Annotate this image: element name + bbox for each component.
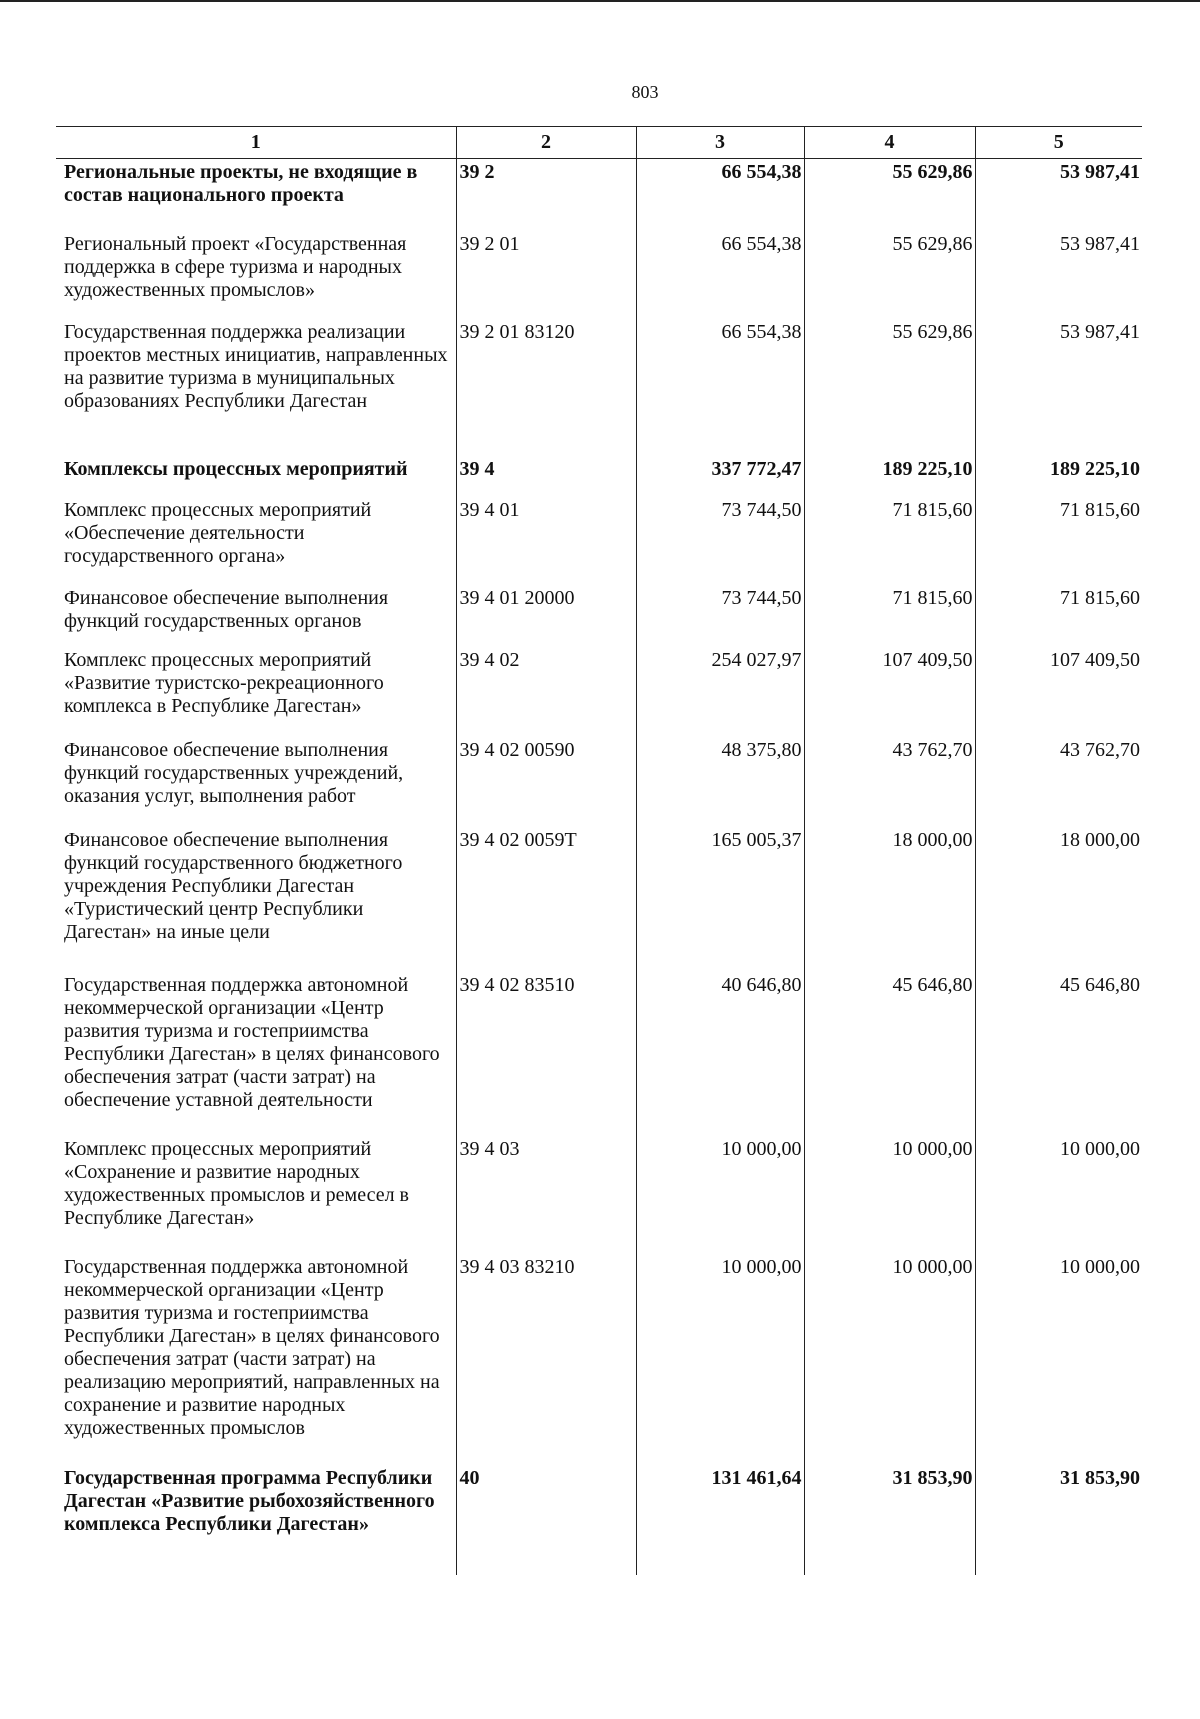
row-value-5: 10 000,00 — [975, 1136, 1142, 1254]
row-value-5: 53 987,41 — [975, 231, 1142, 319]
row-value-3: 73 744,50 — [636, 585, 804, 647]
column-header-3: 3 — [636, 127, 804, 159]
column-header-1: 1 — [56, 127, 456, 159]
row-code: 39 4 02 83510 — [456, 972, 636, 1136]
row-value-5: 43 762,70 — [975, 737, 1142, 827]
row-value-3: 40 646,80 — [636, 972, 804, 1136]
row-value-3: 66 554,38 — [636, 319, 804, 456]
row-value-4: 31 853,90 — [804, 1465, 975, 1575]
page-top-border — [0, 0, 1200, 2]
row-value-5: 53 987,41 — [975, 319, 1142, 456]
row-value-3: 131 461,64 — [636, 1465, 804, 1575]
row-value-5: 71 815,60 — [975, 497, 1142, 585]
row-value-3: 165 005,37 — [636, 827, 804, 972]
column-header-4: 4 — [804, 127, 975, 159]
row-name: Комплекс процессных мероприятий «Обеспечение деятельности государственного органа» — [64, 498, 372, 567]
row-value-4: 71 815,60 — [804, 497, 975, 585]
row-value-4: 55 629,86 — [804, 159, 975, 231]
row-code: 39 4 02 — [456, 647, 636, 737]
row-name: Государственная поддержка автономной некоммерческой организации «Центр развития туризма и гостеприимства Республики Дагестан» в целях финансового обеспечения затрат (части затрат) на реализацию мероприятий, направленных на сохранение и развитие народных художественных промыслов — [64, 1255, 440, 1439]
table-row — [56, 1254, 1142, 1465]
row-value-5: 10 000,00 — [975, 1254, 1142, 1465]
row-code: 39 2 01 — [456, 231, 636, 319]
row-name: Финансовое обеспечение выполнения функций государственного бюджетного учреждения Республики Дагестан «Туристический центр Республики Дагестан» на иные цели — [64, 828, 403, 943]
row-value-3: 48 375,80 — [636, 737, 804, 827]
row-code: 39 4 03 83210 — [456, 1254, 636, 1465]
row-value-3: 66 554,38 — [636, 231, 804, 319]
table-row — [56, 159, 1142, 231]
row-code: 39 2 01 83120 — [456, 319, 636, 456]
row-value-4: 45 646,80 — [804, 972, 975, 1136]
table-row — [56, 737, 1142, 827]
row-value-4: 55 629,86 — [804, 231, 975, 319]
budget-table — [56, 126, 1142, 1575]
column-header-2: 2 — [456, 127, 636, 159]
row-value-4: 10 000,00 — [804, 1136, 975, 1254]
row-code: 39 4 01 20000 — [456, 585, 636, 647]
row-name: Региональные проекты, не входящие в состав национального проекта — [64, 161, 418, 206]
table-row — [56, 1465, 1142, 1575]
table-row — [56, 319, 1142, 456]
table-header-row — [56, 127, 1142, 159]
row-value-5: 18 000,00 — [975, 827, 1142, 972]
row-value-5: 71 815,60 — [975, 585, 1142, 647]
row-value-5: 107 409,50 — [975, 647, 1142, 737]
page-number: 803 — [631, 82, 659, 102]
row-name: Государственная поддержка реализации проектов местных инициатив, направленных на развитие туризма в муниципальных образованиях Республики Дагестан — [64, 320, 448, 412]
row-code: 40 — [456, 1465, 636, 1575]
row-value-4: 107 409,50 — [804, 647, 975, 737]
row-value-3: 66 554,38 — [636, 159, 804, 231]
column-header-5: 5 — [975, 127, 1142, 159]
row-value-4: 71 815,60 — [804, 585, 975, 647]
row-value-4: 55 629,86 — [804, 319, 975, 456]
row-name: Финансовое обеспечение выполнения функций государственных учреждений, оказания услуг, выполнения работ — [64, 738, 404, 807]
row-value-3: 337 772,47 — [636, 456, 804, 497]
row-name: Комплекс процессных мероприятий «Развитие туристско-рекреационного комплекса в Республике Дагестан» — [64, 648, 384, 717]
table-row — [56, 647, 1142, 737]
row-name: Государственная поддержка автономной некоммерческой организации «Центр развития туризма и гостеприимства Республики Дагестан» в целях финансового обеспечения затрат (части затрат) на обеспечение уставной деятельности — [64, 973, 440, 1111]
table-row — [56, 456, 1142, 497]
row-name: Финансовое обеспечение выполнения функций государственных органов — [64, 586, 389, 632]
row-name: Государственная программа Республики Дагестан «Развитие рыбохозяйственного комплекса Республики Дагестан» — [64, 1466, 435, 1535]
row-value-4: 189 225,10 — [804, 456, 975, 497]
row-code: 39 4 01 — [456, 497, 636, 585]
row-code: 39 4 03 — [456, 1136, 636, 1254]
row-code: 39 4 02 00590 — [456, 737, 636, 827]
row-value-5: 31 853,90 — [975, 1465, 1142, 1575]
row-value-5: 45 646,80 — [975, 972, 1142, 1136]
row-value-3: 73 744,50 — [636, 497, 804, 585]
row-name: Комплекс процессных мероприятий «Сохранение и развитие народных художественных промыслов и ремесел в Республике Дагестан» — [64, 1137, 409, 1229]
row-value-3: 10 000,00 — [636, 1254, 804, 1465]
table-row — [56, 1136, 1142, 1254]
row-name: Региональный проект «Государственная поддержка в сфере туризма и народных художественных промыслов» — [64, 232, 407, 301]
row-code: 39 2 — [456, 159, 636, 231]
row-value-3: 254 027,97 — [636, 647, 804, 737]
row-value-4: 43 762,70 — [804, 737, 975, 827]
row-value-4: 18 000,00 — [804, 827, 975, 972]
table-row — [56, 972, 1142, 1136]
row-value-3: 10 000,00 — [636, 1136, 804, 1254]
row-value-5: 189 225,10 — [975, 456, 1142, 497]
row-value-4: 10 000,00 — [804, 1254, 975, 1465]
row-code: 39 4 — [456, 456, 636, 497]
row-name: Комплексы процессных мероприятий — [64, 457, 408, 480]
table-row — [56, 827, 1142, 972]
row-code: 39 4 02 0059Т — [456, 827, 636, 972]
row-value-5: 53 987,41 — [975, 159, 1142, 231]
table-row — [56, 497, 1142, 585]
table-row — [56, 231, 1142, 319]
table-row — [56, 585, 1142, 647]
